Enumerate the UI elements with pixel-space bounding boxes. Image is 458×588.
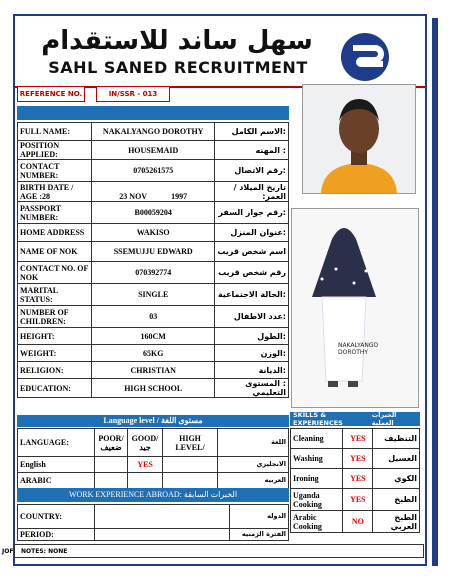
info-label-arabic: :الوزن [215,345,289,362]
work-label-arabic: الدوله [230,505,289,529]
info-value: NAKALYANGO DOROTHY [92,123,215,141]
info-value: 0705261575 [92,160,215,182]
info-row [18,362,289,379]
info-label-arabic: :الطول [215,328,289,345]
info-row [18,141,289,160]
info-value: 65KG [92,345,215,362]
info-label-arabic: اسم شخص قريب [215,242,289,262]
work-experience-table [17,504,289,541]
language-col-poor: POOR/ ضعيف [95,429,128,457]
info-row [18,202,289,224]
skill-name: Arabic Cooking [291,511,343,533]
info-row [18,284,289,306]
skill-name-arabic: الطبخ [373,489,420,511]
skill-name-arabic: الكوي [373,469,420,489]
skill-value: YES [343,489,373,511]
skills-header [290,412,420,426]
work-value [95,529,230,541]
full-body-image [292,209,418,407]
info-label-arabic: :رقم جواز السفر [215,202,289,224]
info-row [18,345,289,362]
full-body-photo [291,208,419,408]
work-row-period [18,529,289,541]
skill-row [291,449,420,469]
skill-value: NO [343,511,373,533]
language-good: YES [128,457,163,473]
info-label: BIRTH DATE / AGE :28 [18,182,92,202]
info-value: SINGLE [92,284,215,306]
info-label: FULL NAME: [18,123,92,141]
info-label-arabic: :الاسم الكامل [215,123,289,141]
language-name-arabic: العربيه [218,473,289,489]
skills-header-arabic: الخبرات العملية [371,411,397,427]
skills-header-english: SKILLS & EXPERIENCES [293,411,343,427]
info-label: MARITAL STATUS: [18,284,92,306]
info-label-arabic: رقم شخص قريب [215,262,289,284]
info-row [18,160,289,182]
skill-name-arabic: الغسيل [373,449,420,469]
skill-value: YES [343,449,373,469]
company-logo [313,30,413,84]
info-label-arabic: تاريخ الميلاد / العمر: [215,182,289,202]
info-value: HIGH SCHOOL [92,379,215,398]
info-label-arabic: :عدد الاطفال [215,306,289,328]
skill-name: Ironing [291,469,343,489]
skill-name-arabic: التنظيف [373,429,420,449]
info-label: HEIGHT: [18,328,92,345]
skill-row [291,511,420,533]
info-label-arabic: :الحالة الاجتماعية [215,284,289,306]
work-row-country [18,505,289,529]
personal-info-table [17,122,289,398]
language-col-arabic: اللغة [218,429,289,457]
language-header: Language level / مستوى اللغة [17,415,289,427]
info-value: WAKISO [92,224,215,242]
work-label-arabic: الفترة الزمنيه [230,529,289,541]
language-high [163,473,218,489]
info-value: B00059204 [92,202,215,224]
skill-name: Washing [291,449,343,469]
info-value: 070392774 [92,262,215,284]
skill-name-arabic: الطبخ العربي [373,511,420,533]
info-value: HOUSEMAID [92,141,215,160]
skill-name: Uganda Cooking [291,489,343,511]
language-row-english [18,457,289,473]
info-row [18,379,289,398]
photo-caption: NAKALYANGO DOROTHY [338,342,379,356]
language-col-label: LANGUAGE: [18,429,95,457]
right-edge-bar [432,18,438,566]
work-value [95,505,230,529]
company-name-english: SAHL SANED RECRUITMENT [48,58,308,77]
skill-value: YES [343,469,373,489]
work-label: COUNTRY: [18,505,95,529]
info-top-band [17,106,289,120]
info-label-arabic: :الديانة [215,362,289,379]
info-label: NAME OF NOK [18,242,92,262]
portrait-photo [302,84,416,194]
header [15,16,425,86]
notes-box: NOTES: NONE [14,544,424,558]
info-label-arabic: : المهنه [215,141,289,160]
info-value-part: 23 NOV [119,192,148,201]
info-label: EDUCATION: [18,379,92,398]
language-col-good: GOOD/جيد [128,429,163,457]
info-row [18,328,289,345]
work-label: PERIOD: [18,529,95,541]
info-row [18,224,289,242]
info-row [18,242,289,262]
reference-value: IN/SSR - 013 [96,86,170,102]
language-name: English [18,457,95,473]
skills-table [290,428,420,533]
info-value: 160CM [92,328,215,345]
skill-row [291,489,420,511]
info-label: NUMBER OF CHILDREN: [18,306,92,328]
language-name: ARABIC [18,473,95,489]
skill-row [291,469,420,489]
info-label: CONTACT NUMBER: [18,160,92,182]
info-value: 03 [92,306,215,328]
info-value [92,182,215,202]
language-poor [95,473,128,489]
skill-value: YES [343,429,373,449]
info-label: WEIGHT: [18,345,92,362]
info-value: CHRISTIAN [92,362,215,379]
company-name-arabic: سهل ساند للاستقدام [41,26,313,56]
language-table [17,428,289,489]
reference-label: REFERENCE NO. [17,86,85,102]
info-label-arabic: :عنوان المنزل [215,224,289,242]
info-row [18,262,289,284]
info-label: RELIGION: [18,362,92,379]
work-experience-header: WORK EXPERIENCE ABROAD: الخبرات السابقة [17,488,289,502]
language-name-arabic: الانجليزي [218,457,289,473]
skill-row [291,429,420,449]
side-code: JOF [2,548,14,555]
info-label: CONTACT NO. OF NOK [18,262,92,284]
info-row [18,306,289,328]
portrait-image [303,85,415,193]
info-value: SSEMUJJU EDWARD [92,242,215,262]
info-label: POSITION APPLIED: [18,141,92,160]
language-col-high: HIGH LEVEL/ [163,429,218,457]
info-row [18,123,289,141]
info-label-arabic: : المستوى التعليمي [215,379,289,398]
info-label-arabic: :رقم الاتصال [215,160,289,182]
info-row [18,182,289,202]
info-label: PASSPORT NUMBER: [18,202,92,224]
language-poor [95,457,128,473]
info-label: HOME ADDRESS [18,224,92,242]
language-good [128,473,163,489]
language-high [163,457,218,473]
skill-name: Cleaning [291,429,343,449]
language-row-arabic [18,473,289,489]
info-value-year: 1997 [171,192,188,201]
